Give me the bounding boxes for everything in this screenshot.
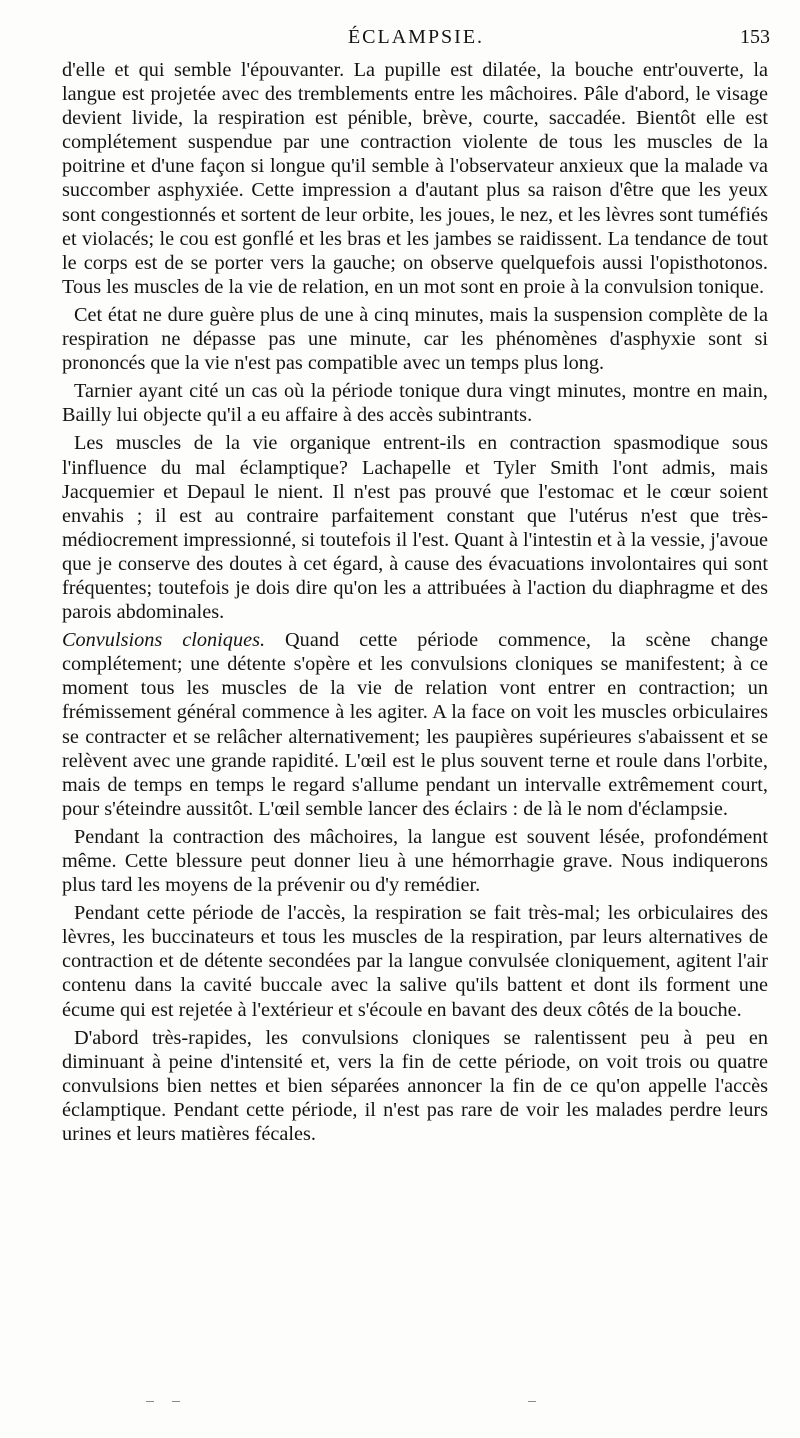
paragraph-duration: Cet état ne dure guère plus de une à cinq minutes, mais la suspension complète de la respiration ne dépasse pas une minute, car les phénomènes d'asphyxie sont si prononcés que la vie n'est pas compatible avec un temps plus long. xyxy=(62,303,768,375)
printer-marks xyxy=(0,1401,800,1415)
section-heading-clonic: Convulsions cloniques. xyxy=(62,629,266,652)
paragraph-tarnier: Tarnier ayant cité un cas où la période tonique dura vingt minutes, montre en main, Bailly lui objecte qu'il a eu affaire à des accès subintrants. xyxy=(62,380,768,427)
paragraph-clonic-convulsions xyxy=(62,628,768,821)
body-text xyxy=(62,58,768,1146)
running-head xyxy=(62,26,770,56)
paragraph-tonic-convulsion: d'elle et qui semble l'épouvanter. La pupille est dilatée, la bouche entr'ouverte, la langue est projetée avec des tremblements entre les mâchoires. Pâle d'abord, le visage devient livide, la respiration est pénible, brève, courte, saccadée. Bientôt elle est complétement suspendue par une contraction violente de tous les muscles de la poitrine et d'une façon si longue qu'il semble à l'observateur anxieux que la malade va succomber asphyxiée. Cette impression a d'autant plus sa raison d'être que les yeux sont congestionnés et sortent de leur orbite, les joues, le nez, et les lèvres sont tuméfiés et violacés; le cou est gonflé et les bras et les jambes se raidissent. La tendance de tout le corps est de se porter vers la gauche; on observe quelquefois aussi l'opisthotonos. Tous les muscles de la vie de relation, en un mot sont en proie à la convulsion tonique. xyxy=(62,59,768,298)
ink-mark xyxy=(146,1401,154,1402)
ink-mark xyxy=(172,1401,180,1402)
paragraph-organic-muscles: Les muscles de la vie organique entrent-ils en contraction spasmodique sous l'influence du mal éclamptique? Lachapelle et Tyler Smith l'ont admis, mais Jacquemier et Depaul le nient. Il n'est pas prouvé que l'estomac et le cœur soient envahis ; il est au contraire parfaitement constant que l'utérus n'est que très-médiocrement impressionné, si toutefois il l'est. Quant à l'intestin et à la vessie, j'avoue que je conserve des doutes à cet égard, à cause des évacuations involontaires qui sont fréquentes; toutefois je dois dire qu'on les a attribuées à l'action du diaphragme et des parois abdominales. xyxy=(62,432,768,624)
page-number: 153 xyxy=(740,26,770,48)
paragraph-tongue-injury: Pendant la contraction des mâchoires, la langue est souvent lésée, profondément même. Cette blessure peut donner lieu à une hémorrhagie grave. Nous indiquerons plus tard les moyens de la prévenir ou d'y remédier. xyxy=(62,825,768,897)
ink-mark xyxy=(528,1401,536,1402)
running-title: ÉCLAMPSIE. xyxy=(347,26,485,48)
paragraph-respiration: Pendant cette période de l'accès, la respiration se fait très-mal; les orbiculaires des lèvres, les buccinateurs et tous les muscles de la respiration, par leurs alternatives de contraction et de détente secondées par la langue convulsée cloniquement, agitent l'air contenu dans la cavité buccale avec la salive qu'ils battent et dont ils forment une écume qui est rejetée à l'extérieur et s'écoule en bavant des deux côtés de la bouche. xyxy=(62,902,768,1021)
paragraph-slowing: D'abord très-rapides, les convulsions cloniques se ralentissent peu à peu en diminuant à peine d'intensité et, vers la fin de cette période, on voit trois ou quatre convulsions bien nettes et bien séparées annoncer la fin de ce qu'on appelle l'accès éclamptique. Pendant cette période, il n'est pas rare de voir les malades perdre leurs urines et leurs matières fécales. xyxy=(62,1026,768,1146)
paragraph-clonic-text: Quand cette période commence, la scène change complétement; une détente s'opère et les convulsions cloniques se manifestent; à ce moment tous les muscles de la vie de relation vont entrer en contraction; un frémissement général commence à les agiter. A la face on voit les muscles orbiculaires se contracter et se relâcher alternativement; les paupières supérieures s'abaissent et se relèvent avec une grande rapidité. L'œil est le plus souvent terne et roule dans l'orbite, mais de temps en temps le regard s'allume pendant un intervalle extrêmement court, pour s'éteindre aussitôt. L'œil semble lancer des éclairs : de là le nom d'éclampsie. xyxy=(62,629,769,820)
